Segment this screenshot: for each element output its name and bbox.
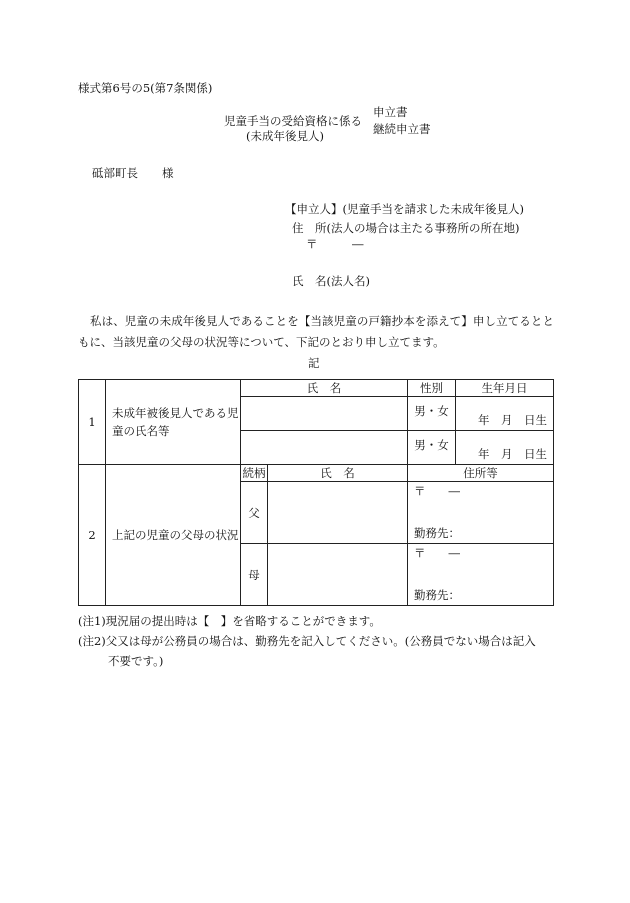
note-2-line-1: (注2)父又は母が公務員の場合は、勤務先を記入してください。(公務員でない場合は記入 xyxy=(78,634,536,648)
header-relation: 続柄 xyxy=(242,466,266,480)
mother-workplace: 勤務先： xyxy=(414,588,460,602)
father-address-field[interactable] xyxy=(408,482,554,544)
addressee-name: 砥部町長 xyxy=(92,166,138,180)
applicant-postal: 〒 ― xyxy=(306,237,364,251)
child-gender-1[interactable]: 男・女 xyxy=(408,397,456,431)
mother-address-field[interactable] xyxy=(408,544,554,606)
form-number: 様式第6号の5(第7条関係) xyxy=(78,81,213,95)
father-name-field[interactable] xyxy=(268,482,408,544)
applicant-address-label: 住 所(法人の場合は主たる事務所の所在地) xyxy=(292,221,520,235)
father-workplace: 勤務先： xyxy=(414,526,460,540)
applicant-heading: 【申立人】(児童手当を請求した未成年後見人) xyxy=(285,202,524,216)
header-gender: 性別 xyxy=(408,380,456,397)
note-1: (注1)現況届の提出時は【 】を省略することができます。 xyxy=(78,614,381,628)
child-name-field-2[interactable] xyxy=(241,431,408,465)
addressee-honorific: 様 xyxy=(162,166,174,180)
child-birthdate-2-format: 年 月 日生 xyxy=(478,447,547,461)
ki-marker: 記 xyxy=(308,356,320,370)
row1-number: 1 xyxy=(79,380,106,465)
form-title: 児童手当の受給資格に係る xyxy=(224,114,362,128)
child-birthdate-2[interactable] xyxy=(456,431,554,465)
header-address: 住所等 xyxy=(408,465,554,482)
title-option-continuation: 継続申立書 xyxy=(373,122,431,136)
note-2-line-2: 不要です。) xyxy=(108,654,164,668)
header-parent-name: 氏 名 xyxy=(268,465,408,482)
relation-father: 父 xyxy=(241,482,268,544)
statement-text: 私は、児童の未成年後見人であることを【当該児童の戸籍抄本を添えて】申し立てるとともに、当該児童の父母の状況等について、下記のとおり申し立てます。 xyxy=(78,314,554,349)
details-table xyxy=(78,379,554,606)
form-subtitle: (未成年後見人) xyxy=(246,129,324,143)
child-name-field-1[interactable] xyxy=(241,397,408,431)
child-birthdate-1[interactable] xyxy=(456,397,554,431)
child-birthdate-1-format: 年 月 日生 xyxy=(478,413,547,427)
header-name: 氏 名 xyxy=(241,380,408,397)
applicant-name-label: 氏 名(法人名) xyxy=(292,274,370,288)
title-option-application: 申立書 xyxy=(373,105,408,119)
relation-mother: 母 xyxy=(241,544,268,606)
row1-label: 未成年被後見人である児童の氏名等 xyxy=(106,380,241,465)
row2-label: 上記の児童の父母の状況 xyxy=(106,465,241,606)
mother-postal: 〒 ― xyxy=(414,546,460,560)
child-gender-2[interactable]: 男・女 xyxy=(408,431,456,465)
mother-name-field[interactable] xyxy=(268,544,408,606)
header-birthdate: 生年月日 xyxy=(456,380,554,397)
father-postal: 〒 ― xyxy=(414,484,460,498)
row2-number: 2 xyxy=(79,465,106,606)
